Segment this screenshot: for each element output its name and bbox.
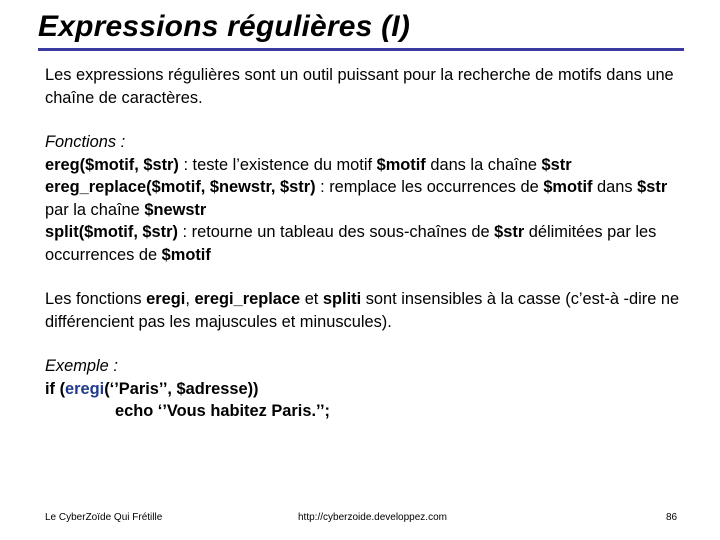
eregi-name: eregi bbox=[146, 290, 186, 308]
eregi-replace-name: eregi_replace bbox=[194, 290, 301, 308]
page-number: 86 bbox=[666, 512, 678, 523]
split-description: split($motif, $str) : retourne un tableau des sous-chaînes de $str délimitées par les occurrences de $motif bbox=[45, 223, 657, 264]
eregi-keyword: eregi bbox=[65, 379, 105, 398]
functions-heading: Fonctions : bbox=[45, 133, 126, 151]
ereg-signature: ereg($motif, $str) bbox=[45, 155, 179, 174]
split-signature: split($motif, $str) bbox=[45, 223, 178, 241]
ereg-replace-signature: ereg_replace($motif, $newstr, $str) bbox=[45, 178, 316, 196]
intro-paragraph: Les expressions régulières sont un outil puissant pour la recherche de motifs dans une chaîne de caractères. bbox=[45, 66, 674, 107]
case-insensitive-paragraph: Les fonctions eregi, eregi_replace et spliti sont insensibles à la casse (c’est-à -dire ne différencient pas les majuscules et minuscules). bbox=[45, 290, 680, 331]
example-heading: Exemple : bbox=[45, 357, 118, 375]
slide-content bbox=[45, 64, 695, 423]
ereg-replace-description: ereg_replace($motif, $newstr, $str) : remplace les occurrences de $motif dans $str par la chaîne $newstr bbox=[45, 178, 668, 219]
spliti-name: spliti bbox=[322, 290, 362, 308]
footer-author: Le CyberZoïde Qui Frétille bbox=[45, 512, 163, 523]
footer-url: http://cyberzoide.developpez.com bbox=[298, 512, 447, 523]
example-line-2: echo ‘’Vous habitez Paris.’’; bbox=[115, 402, 330, 420]
title-underline bbox=[38, 48, 684, 51]
ereg-description: ereg($motif, $str) : teste l’existence du motif $motif dans la chaîne $str bbox=[45, 155, 572, 174]
slide-title: Expressions régulières (I) bbox=[38, 10, 411, 43]
example-line-1: if (eregi(‘’Paris’’, $adresse)) bbox=[45, 379, 259, 398]
